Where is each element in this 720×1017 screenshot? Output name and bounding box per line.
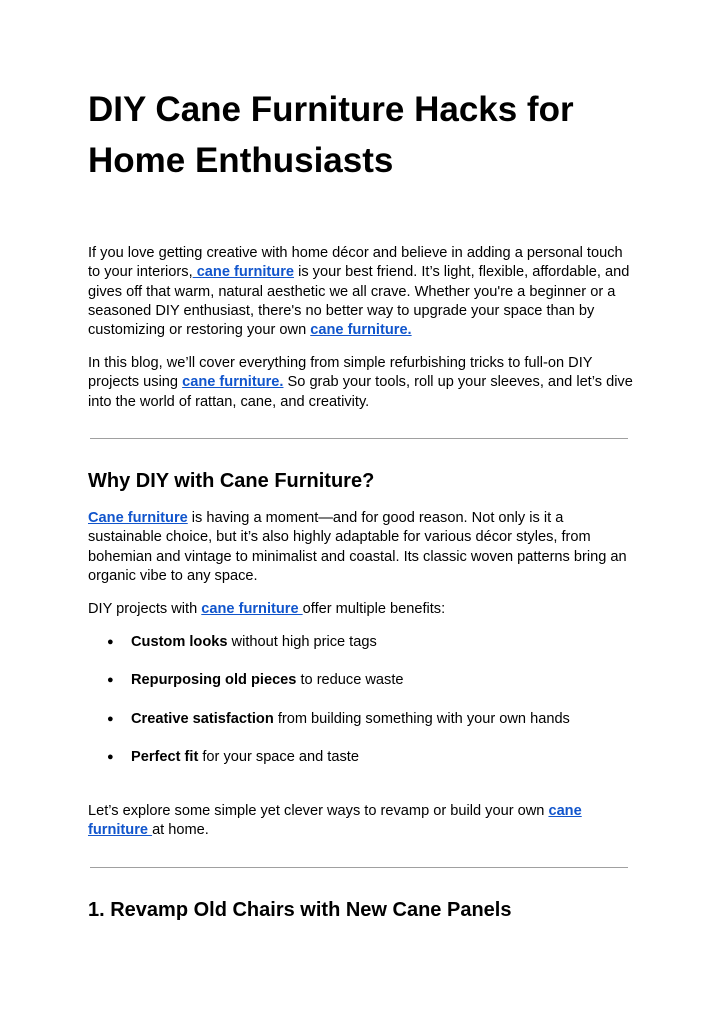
horizontal-divider [90, 438, 628, 439]
why-paragraph-1 [88, 509, 636, 586]
text-span: In this blog, we’ll cover everything from simple refurbishing tricks to full-on DIY projects using [88, 355, 593, 391]
benefit-bold: Custom looks [131, 634, 228, 650]
bullet-icon: ● [107, 750, 114, 763]
section-heading-revamp: 1. Revamp Old Chairs with New Cane Panels [88, 899, 512, 921]
why-paragraph-2 [88, 600, 636, 619]
list-item [88, 748, 632, 786]
bullet-icon: ● [107, 636, 114, 648]
benefit-bold: Repurposing old pieces [131, 672, 297, 689]
text-span: If you love getting creative with home décor and believe in adding a personal touch to your interiors, [88, 245, 623, 281]
cane-furniture-link[interactable]: Cane furniture [88, 510, 188, 526]
benefit-text: from building something with your own hands [273, 710, 570, 727]
benefit-text: to reduce waste [296, 672, 404, 689]
benefits-list [88, 633, 632, 786]
cane-furniture-link[interactable]: cane furniture [192, 264, 295, 281]
list-item [88, 633, 632, 671]
cane-furniture-link[interactable]: cane furniture [88, 803, 582, 839]
cane-furniture-link[interactable]: cane furniture. [182, 374, 284, 391]
list-item [88, 671, 632, 709]
benefit-bold: Creative satisfaction [131, 710, 274, 727]
text-span: DIY projects with [88, 601, 202, 617]
cane-furniture-link[interactable]: cane furniture. [310, 322, 412, 339]
intro-paragraph-2 [88, 354, 636, 412]
why-paragraph-3 [88, 802, 636, 841]
cane-furniture-link[interactable]: cane furniture [201, 601, 303, 617]
benefit-text: for your space and taste [198, 748, 359, 765]
text-span: at home. [152, 822, 209, 839]
text-span: offer multiple benefits: [302, 601, 446, 617]
horizontal-divider [90, 867, 628, 868]
intro-paragraph-1 [88, 244, 636, 340]
text-span: Let’s explore some simple yet clever ways to revamp or build your own [88, 803, 549, 819]
text-span: So grab your tools, roll up your sleeves, and let’s dive into the world of rattan, cane, and creativity. [88, 374, 633, 410]
text-span: is your best friend. It’s light, flexible, affordable, and gives off that warm, natural aesthetic we all crave. Whether you're a beginner or a seasoned DIY enthusiast, there's no better way to upgrade your space than by customizing or restoring your own [88, 264, 630, 339]
bullet-icon: ● [107, 674, 114, 687]
page-title: DIY Cane Furniture Hacks for Home Enthusiasts [88, 90, 574, 180]
list-item [88, 710, 632, 748]
benefit-bold: Perfect fit [131, 748, 199, 765]
benefit-text: without high price tags [227, 634, 377, 650]
bullet-icon: ● [107, 712, 114, 725]
text-span: is having a moment—and for good reason. Not only is it a sustainable choice, but it’s also highly adaptable for various décor styles, from bohemian and vintage to minimalist and coastal. Its classic woven patterns bring an organic vibe to any space. [88, 510, 627, 584]
section-heading-why: Why DIY with Cane Furniture? [88, 470, 375, 492]
